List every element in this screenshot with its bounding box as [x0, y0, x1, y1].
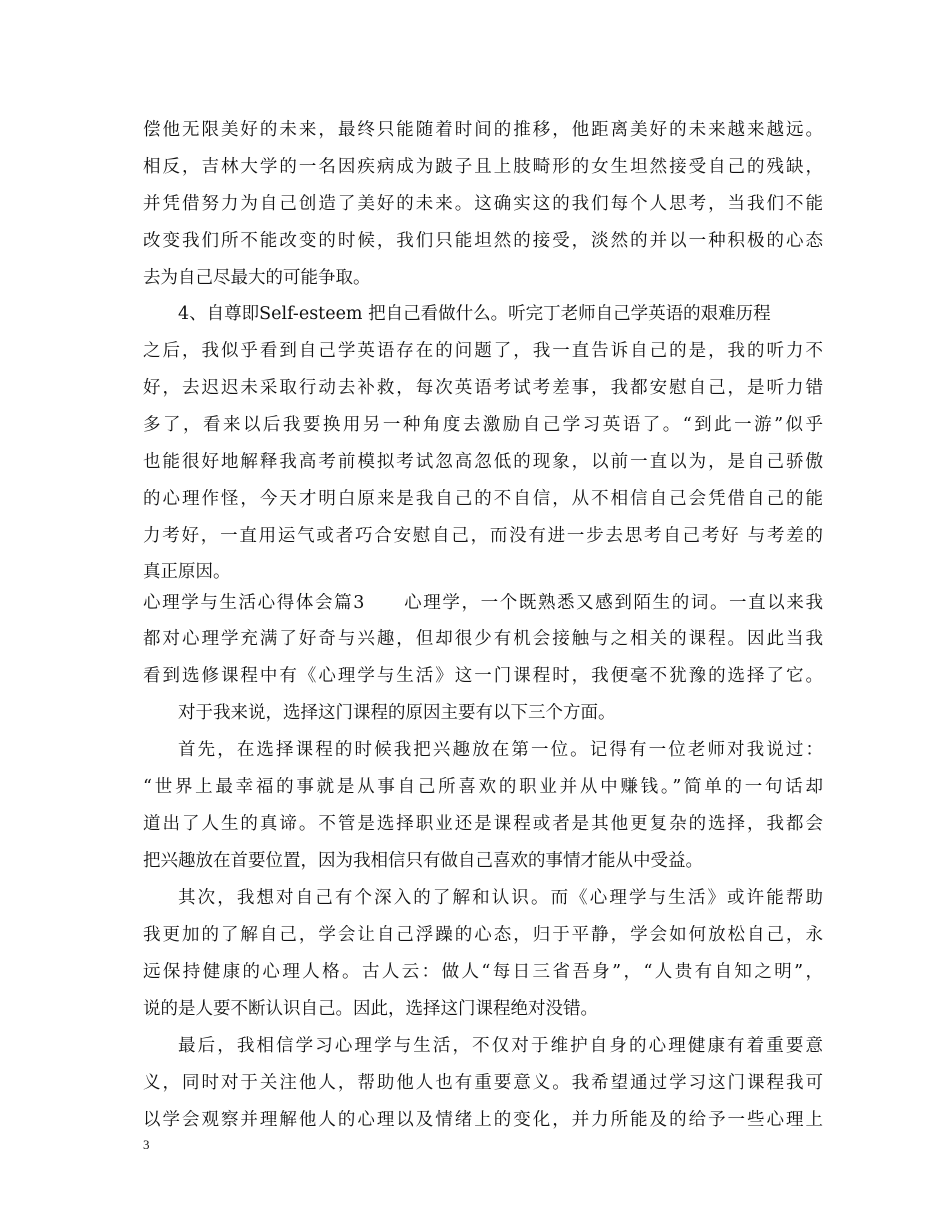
text-line: 4、自尊即Self-esteem 把自己看做什么。听完丁老师自己学英语的艰难历程 [178, 304, 771, 324]
text-line: 力考好，一直用运气或者巧合安慰自己，而没有进一步去思考自己考好 与考差的 [143, 526, 823, 546]
text-line: 把兴趣放在首要位置，因为我相信只有做自己喜欢的事情才能从中受益。 [143, 851, 703, 871]
text-line: 首先，在选择课程的时候我把兴趣放在第一位。记得有一位老师对我说过： [178, 740, 823, 760]
text-line: 的心理作怪，今天才明白原来是我自己的不自信，从不相信自己会凭借自己的能 [143, 489, 823, 509]
text-line: 都对心理学充满了好奇与兴趣，但却很少有机会接触与之相关的课程。因此当我 [143, 629, 823, 649]
text-line: 最后，我相信学习心理学与生活，不仅对于维护自身的心理健康有着重要意 [178, 1036, 823, 1056]
text-line: 好，去迟迟未采取行动去补救，每次英语考试考差事，我都安慰自己，是听力错 [143, 378, 823, 398]
text-line: 义，同时对于关注他人，帮助他人也有重要意义。我希望通过学习这门课程我可 [143, 1073, 823, 1093]
text-line: 远保持健康的心理人格。古人云：做人“每日三省吾身”，“人贵有自知之明”， [143, 962, 823, 982]
text-line: 看到选修课程中有《心理学与生活》这一门课程时，我便毫不犹豫的选择了它。 [143, 666, 823, 686]
text-line: 也能很好地解释我高考前模拟考试忽高忽低的现象，以前一直以为，是自己骄傲 [143, 452, 823, 472]
text-line: 我更加的了解自己，学会让自己浮躁的心态，归于平静，学会如何放松自己，永 [143, 925, 823, 945]
text-line: 道出了人生的真谛。不管是选择职业还是课程或者是其他更复杂的选择，我都会 [143, 814, 823, 834]
text-line: 说的是人要不断认识自己。因此，选择这门课程绝对没错。 [143, 999, 598, 1019]
page-number: 3 [143, 1137, 150, 1152]
text-line: 以学会观察并理解他人的心理以及情绪上的变化，并力所能及的给予一些心理上 [143, 1110, 823, 1130]
text-line: 并凭借努力为自己创造了美好的未来。这确实这的我们每个人思考，当我们不能 [143, 194, 823, 214]
text-line: 之后，我似乎看到自己学英语存在的问题了，我一直告诉自己的是，我的听力不 [143, 341, 823, 361]
text-line: 真正原因。 [143, 562, 231, 582]
text-line: 对于我来说，选择这门课程的原因主要有以下三个方面。 [178, 703, 616, 723]
section-heading-line: 心理学与生活心得体会篇3 心理学，一个既熟悉又感到陌生的词。一直以来我 [143, 593, 823, 613]
text-line: 改变我们所不能改变的时候，我们只能坦然的接受，淡然的并以一种积极的心态 [143, 231, 823, 251]
text-line: 偿他无限美好的未来，最终只能随着时间的推移，他距离美好的未来越来越远。 [143, 120, 823, 140]
text-line: “世界上最幸福的事就是从事自己所喜欢的职业并从中赚钱。”简单的一句话却 [143, 777, 823, 797]
text-line: 多了，看来以后我要换用另一种角度去激励自己学习英语了。“到此一游”似乎 [143, 415, 823, 435]
text-line: 其次，我想对自己有个深入的了解和认识。而《心理学与生活》或许能帮助 [178, 888, 823, 908]
text-line: 去为自己尽最大的可能争取。 [143, 268, 371, 288]
text-line: 相反，吉林大学的一名因疾病成为跛子且上肢畸形的女生坦然接受自己的残缺， [143, 157, 823, 177]
